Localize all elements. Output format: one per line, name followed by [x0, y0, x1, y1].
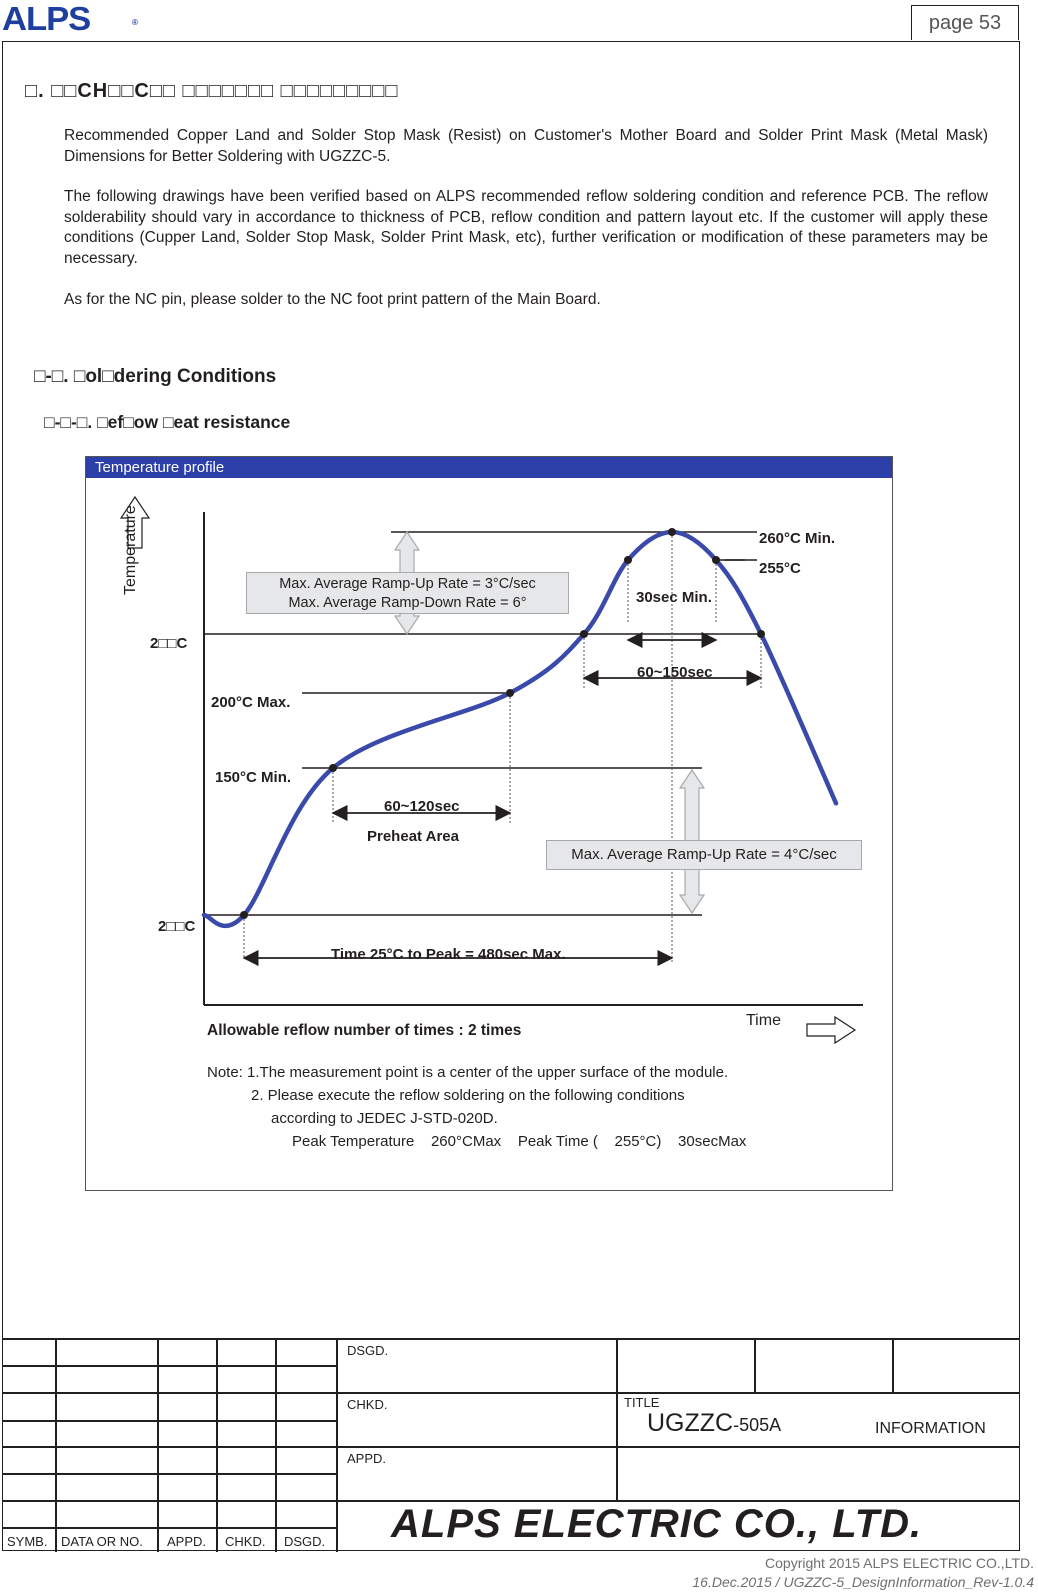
ramp-rate-annotation — [246, 572, 569, 614]
data-or-no-label: DATA OR NO. — [61, 1534, 143, 1549]
profile-point-4 — [624, 556, 632, 564]
level-25-label: 2□□C — [158, 918, 196, 935]
profile-point-0 — [240, 911, 248, 919]
profile-point-2 — [506, 689, 514, 697]
document-reference: 16.Dec.2015 / UGZZC-5_DesignInformation_Rev-1.0.4 — [692, 1574, 1034, 1590]
appd-col-label: APPD. — [167, 1534, 207, 1549]
chkd-label: CHKD. — [347, 1397, 388, 1412]
chart-title: Temperature profile — [86, 457, 892, 478]
preheat-area-label: Preheat Area — [367, 828, 459, 845]
note-1: Note: 1.The measurement point is a center of the upper surface of the module. — [207, 1064, 729, 1081]
intro-paragraph-1: Recommended Copper Land and Solder Stop Mask (Resist) on Customer's Mother Board and Solder Print Mask (Metal Mask) Dimensions for Better Soldering with UGZZC-5. — [64, 127, 988, 165]
ramp-up-rate-text: Max. Average Ramp-Up Rate = 3°C/sec — [279, 576, 536, 592]
dsgd-col-label: DSGD. — [284, 1534, 326, 1549]
peak-time-label: 30sec Min. — [636, 589, 712, 606]
information-label: INFORMATION — [875, 1420, 986, 1437]
intro-paragraph-3: As for the NC pin, please solder to the NC foot print pattern of the Main Board. — [64, 291, 601, 308]
note-2b: according to JEDEC J-STD-020D. — [271, 1110, 498, 1127]
chkd-col-label: CHKD. — [225, 1534, 266, 1549]
level-150-label: 150°C Min. — [215, 769, 292, 786]
reflow-times: Allowable reflow number of times : 2 times — [207, 1022, 522, 1039]
level-200-label: 200°C Max. — [211, 694, 291, 711]
company-logo-text: ALPS ELECTRIC CO., LTD. — [391, 1502, 923, 1546]
dsgd-label: DSGD. — [347, 1343, 389, 1358]
level-255-label: 255°C — [759, 560, 801, 577]
registered-mark: ® — [132, 18, 138, 27]
ramp-down-rate-text: Max. Average Ramp-Down Rate = 6° — [288, 595, 527, 611]
preheat-ramp-annotation: Max. Average Ramp-Up Rate = 4°C/sec — [546, 840, 862, 870]
alps-logo: ALPS — [2, 0, 91, 37]
reflow-heat-resistance-heading: □-□-□. □ef□ow □eat resistance — [44, 412, 291, 432]
note-2a: 2. Please execute the reflow soldering on the following conditions — [251, 1087, 685, 1104]
profile-point-6 — [712, 556, 720, 564]
level-260-label: 260°C Min. — [759, 530, 836, 547]
level-217-label: 2□□C — [150, 635, 188, 652]
time-to-peak-label: Time 25°C to Peak = 480sec Max. — [331, 946, 566, 963]
x-axis-label: Time — [746, 1012, 781, 1029]
symb-label: SYMB. — [7, 1534, 48, 1549]
section-heading: □. □□CH□□C□□ □□□□□□□ □□□□□□□□□ — [25, 80, 399, 102]
soldering-conditions-heading: □-□. □ol□dering Conditions — [34, 366, 277, 387]
title-block — [2, 1338, 1020, 1552]
preheat-time-label: 60~120sec — [384, 798, 460, 815]
y-axis-label: Temperature — [122, 505, 139, 595]
x-axis-arrow-icon — [807, 1017, 855, 1043]
profile-point-5 — [668, 528, 676, 536]
page-number: page 53 — [911, 5, 1019, 40]
profile-point-7 — [757, 630, 765, 638]
copyright: Copyright 2015 ALPS ELECTRIC CO.,LTD. — [765, 1555, 1034, 1571]
profile-point-1 — [329, 764, 337, 772]
note-2c: Peak Temperature 260°CMax Peak Time ( 255°C) 30secMax — [292, 1133, 747, 1150]
appd-label: APPD. — [347, 1451, 387, 1466]
above-liquidus-label: 60~150sec — [637, 664, 713, 681]
model-name: UGZZC-505A — [647, 1409, 782, 1437]
title-label: TITLE — [624, 1395, 660, 1410]
intro-paragraph-2: The following drawings have been verified based on ALPS recommended reflow soldering condition and reference PCB. The reflow solderability should vary in accordance to thickness of PCB, reflow condition and pattern layout etc. If the customer will apply these conditions (Cupper Land, Solder Stop Mask, Solder Print Mask, etc), further verification or modification of these parameters may be necessary. — [64, 188, 988, 267]
profile-point-3 — [580, 630, 588, 638]
